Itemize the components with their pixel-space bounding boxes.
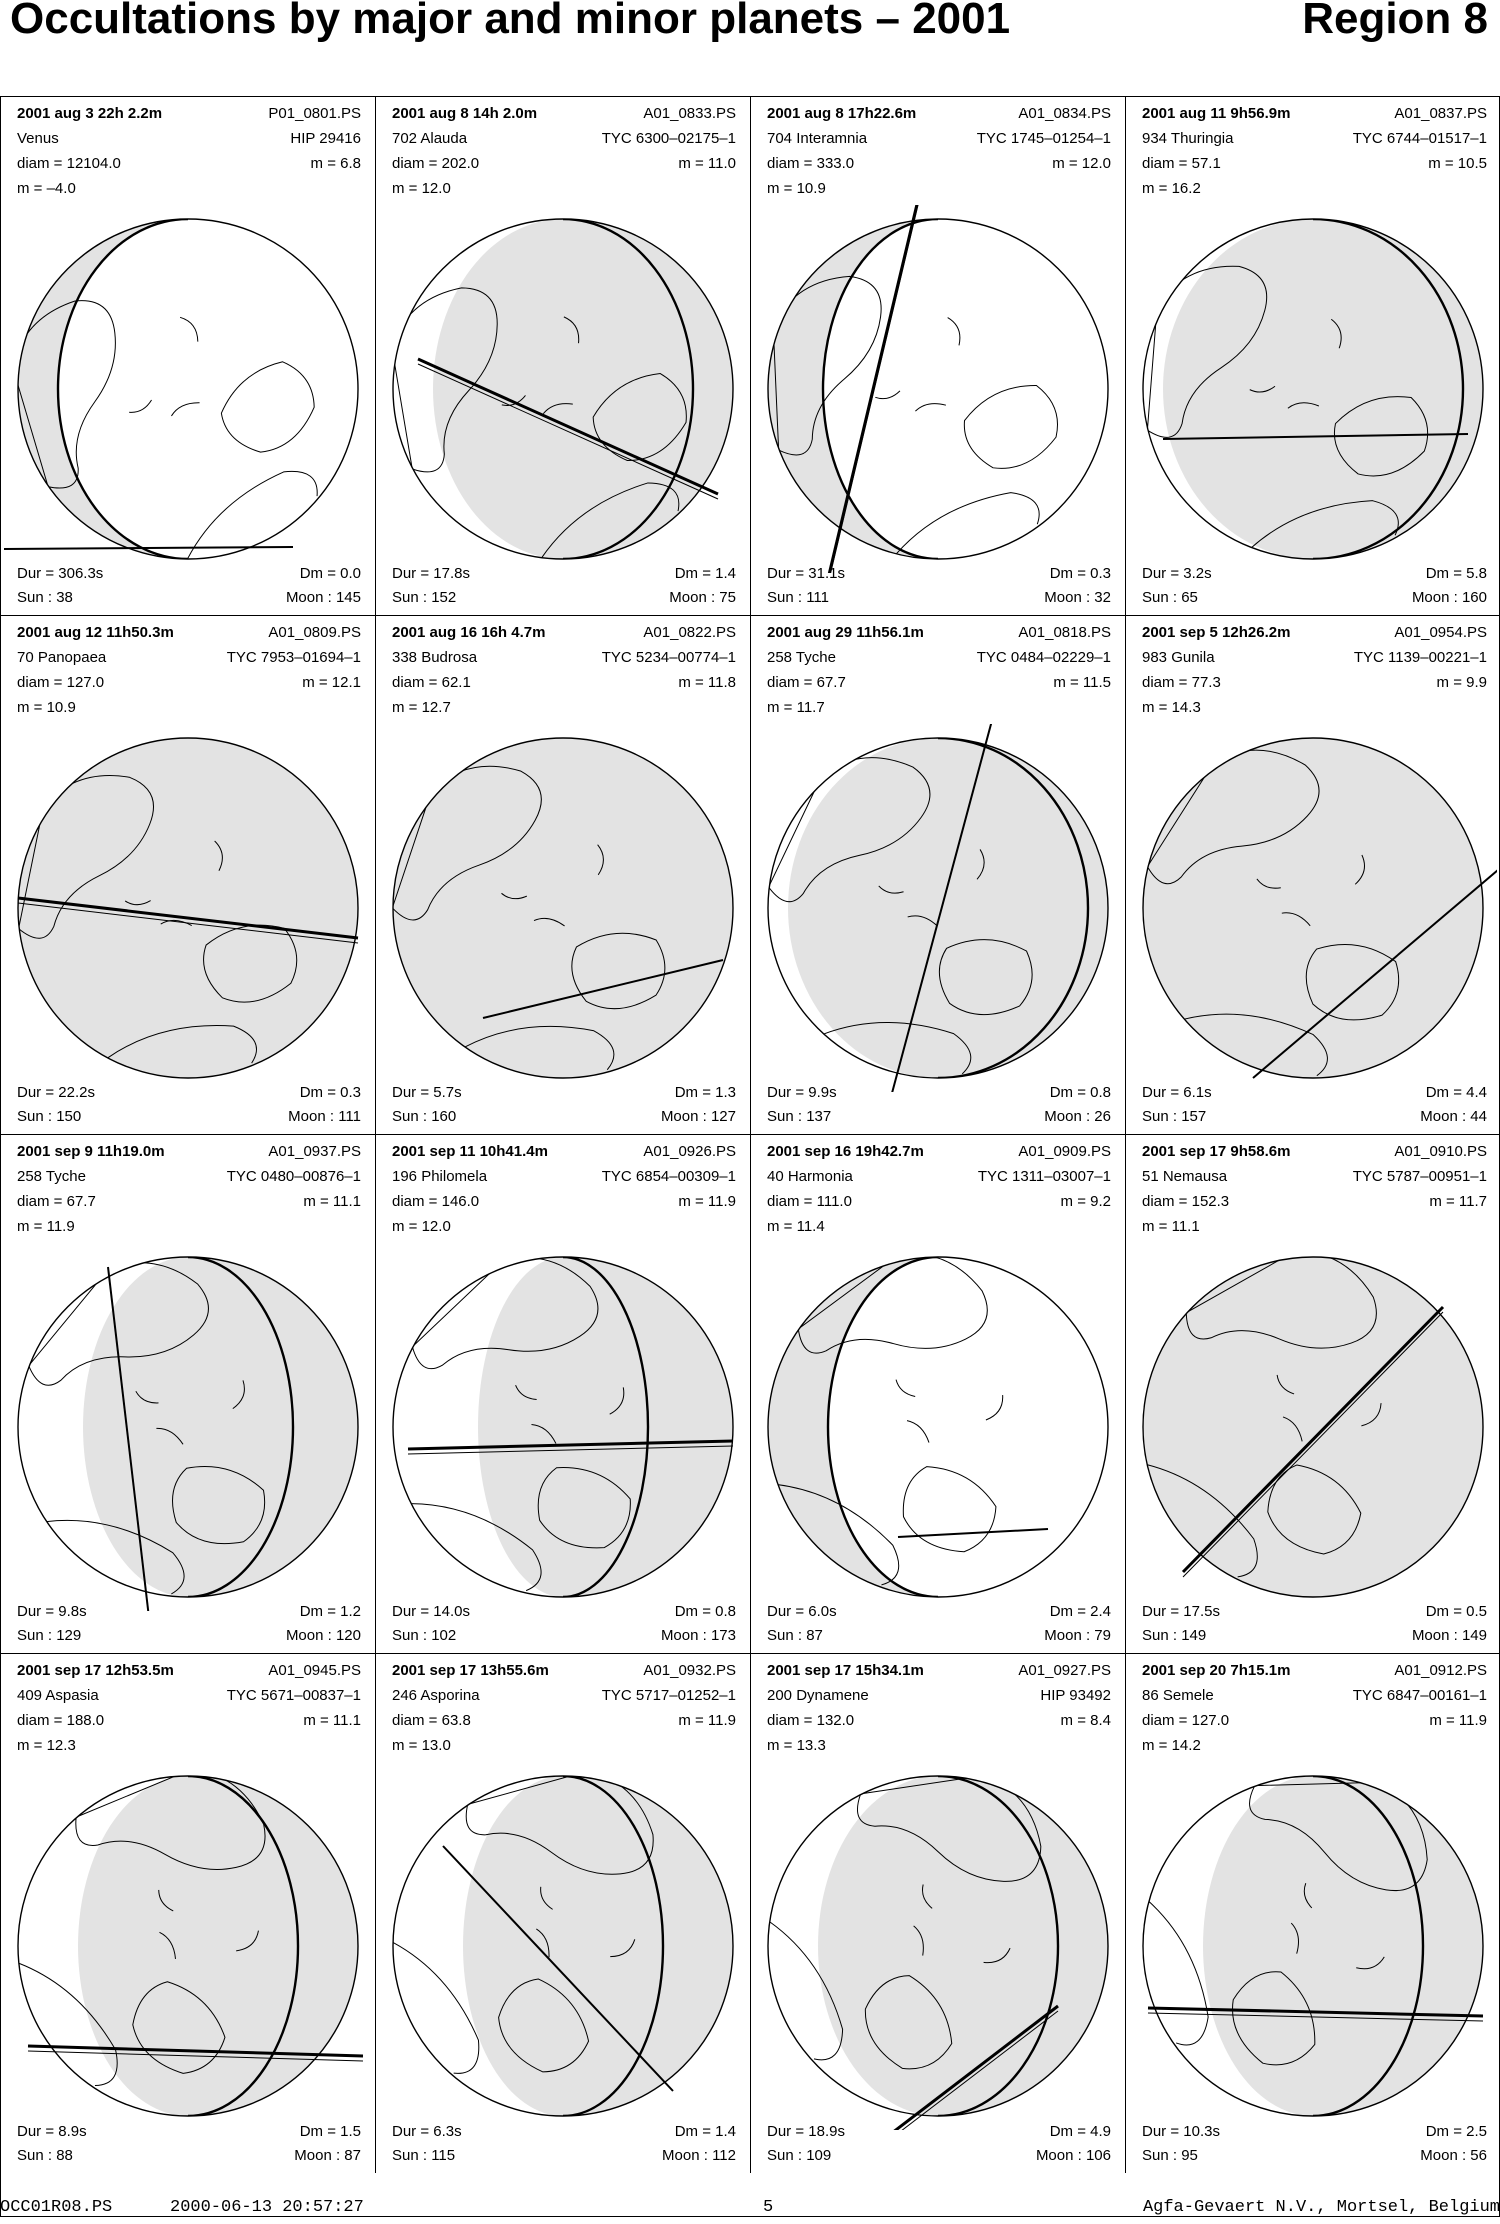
events-grid [0,96,1500,2217]
event-duration: Dur = 14.0s [392,1603,470,1620]
event-diameter: diam = 333.0 [767,155,855,172]
event-sun-elongation: Sun : 109 [767,2147,832,2164]
event-object-magnitude: m = 11.1 [1142,1218,1200,1235]
event-star: TYC 1311–03007–1 [977,1168,1111,1185]
event-star: TYC 5671–00837–1 [226,1687,361,1704]
event-object: 70 Panopaea [17,649,107,666]
event-star-magnitude: m = 12.0 [1052,155,1111,172]
event-object-magnitude: m = 12.7 [392,699,451,716]
event-star: TYC 0480–00876–1 [226,1168,361,1185]
event-magnitude-drop: Dm = 5.8 [1425,565,1487,582]
event-object-magnitude: m = –4.0 [17,180,76,197]
globe-diagram [754,1762,1122,2130]
event-panel [751,97,1126,616]
event-moon-elongation: Moon : 173 [660,1627,736,1644]
event-datetime: 2001 sep 5 12h26.2m [1142,624,1291,641]
event-magnitude-drop: Dm = 1.3 [674,1084,736,1101]
event-object: 704 Interamnia [767,130,868,147]
event-star: TYC 1745–01254–1 [976,130,1111,147]
shadow-area [1203,1776,1483,2116]
event-object-magnitude: m = 11.4 [767,1218,825,1235]
event-star-magnitude: m = 12.1 [302,674,361,691]
event-duration: Dur = 5.7s [392,1084,462,1101]
event-object: 200 Dynamene [767,1687,869,1704]
globe-diagram [754,205,1122,573]
event-star: HIP 93492 [1040,1687,1111,1704]
event-moon-elongation: Moon : 26 [1044,1108,1111,1125]
event-filename: A01_0926.PS [643,1143,736,1160]
event-filename: A01_0945.PS [268,1662,361,1679]
event-object: 983 Gunila [1142,649,1215,666]
globe-diagram [754,724,1122,1092]
region-label: Region 8 [1302,0,1488,43]
page-footer [0,2198,1500,2220]
event-magnitude-drop: Dm = 4.4 [1425,1084,1487,1101]
event-magnitude-drop: Dm = 1.4 [674,565,736,582]
event-sun-elongation: Sun : 150 [17,1108,82,1125]
event-magnitude-drop: Dm = 0.3 [1049,565,1111,582]
event-duration: Dur = 306.3s [17,565,104,582]
event-datetime: 2001 sep 17 15h34.1m [767,1662,924,1679]
event-star-magnitude: m = 11.1 [303,1193,361,1210]
footer-timestamp: 2000-06-13 20:57:27 [170,2198,364,2217]
footer-publisher: Agfa-Gevaert N.V., Mortsel, Belgium [1142,2198,1500,2217]
event-sun-elongation: Sun : 95 [1142,2147,1198,2164]
event-datetime: 2001 sep 17 12h53.5m [17,1662,174,1679]
event-moon-elongation: Moon : 111 [288,1108,361,1125]
event-datetime: 2001 aug 3 22h 2.2m [17,105,163,122]
event-star-magnitude: m = 10.5 [1428,155,1487,172]
event-sun-elongation: Sun : 129 [17,1627,82,1644]
event-diameter: diam = 188.0 [17,1712,105,1729]
event-datetime: 2001 aug 8 17h22.6m [767,105,917,122]
event-filename: A01_0932.PS [643,1662,736,1679]
globe-diagram [4,1762,372,2130]
event-panel [1,616,376,1135]
event-sun-elongation: Sun : 152 [392,589,457,606]
event-sun-elongation: Sun : 88 [17,2147,73,2164]
event-sun-elongation: Sun : 38 [17,589,73,606]
event-sun-elongation: Sun : 115 [392,2147,456,2164]
event-object: 258 Tyche [17,1168,86,1185]
globe-diagram [4,205,372,573]
event-magnitude-drop: Dm = 0.8 [674,1603,736,1620]
globe-diagram [4,1243,372,1611]
event-panel [376,1135,751,1654]
globe-diagram [1129,1762,1497,2130]
event-object-magnitude: m = 13.0 [392,1737,451,1754]
event-diameter: diam = 132.0 [767,1712,855,1729]
event-moon-elongation: Moon : 56 [1420,2147,1487,2164]
event-filename: A01_0910.PS [1394,1143,1487,1160]
event-duration: Dur = 6.1s [1142,1084,1212,1101]
page-title: Occultations by major and minor planets – 2001 [10,0,1011,43]
event-star: TYC 6744–01517–1 [1352,130,1487,147]
globe-diagram [4,724,372,1092]
event-datetime: 2001 sep 17 13h55.6m [392,1662,549,1679]
event-star: TYC 5717–01252–1 [601,1687,736,1704]
event-duration: Dur = 9.9s [767,1084,837,1101]
event-object-magnitude: m = 13.3 [767,1737,826,1754]
shadow-area [768,219,938,559]
event-object: 196 Philomela [392,1168,488,1185]
event-diameter: diam = 202.0 [392,155,480,172]
event-magnitude-drop: Dm = 0.3 [299,1084,361,1101]
event-object-magnitude: m = 11.9 [17,1218,75,1235]
event-object: 702 Alauda [392,130,468,147]
event-star-magnitude: m = 11.0 [678,155,736,172]
event-filename: A01_0818.PS [1018,624,1111,641]
event-diameter: diam = 63.8 [392,1712,471,1729]
event-panel [1,1135,376,1654]
event-filename: A01_0927.PS [1018,1662,1111,1679]
globe-diagram [1129,724,1497,1092]
event-star: TYC 0484–02229–1 [976,649,1111,666]
event-magnitude-drop: Dm = 4.9 [1049,2123,1111,2140]
event-diameter: diam = 111.0 [767,1193,852,1210]
event-diameter: diam = 127.0 [1142,1712,1230,1729]
event-datetime: 2001 aug 8 14h 2.0m [392,105,538,122]
event-star: TYC 7953–01694–1 [226,649,361,666]
event-duration: Dur = 22.2s [17,1084,95,1101]
event-sun-elongation: Sun : 160 [392,1108,457,1125]
event-datetime: 2001 aug 11 9h56.9m [1142,105,1291,122]
event-diameter: diam = 57.1 [1142,155,1221,172]
event-object-magnitude: m = 16.2 [1142,180,1201,197]
event-datetime: 2001 sep 9 11h19.0m [17,1143,165,1160]
event-panel [1,97,376,616]
event-diameter: diam = 12104.0 [17,155,121,172]
event-star-magnitude: m = 11.9 [1429,1712,1487,1729]
event-panel [1126,1135,1500,1654]
event-duration: Dur = 18.9s [767,2123,845,2140]
event-duration: Dur = 8.9s [17,2123,87,2140]
event-magnitude-drop: Dm = 0.0 [299,565,361,582]
footer-page-number: 5 [763,2198,774,2217]
event-object: 246 Asporina [392,1687,480,1704]
event-moon-elongation: Moon : 145 [285,589,361,606]
event-star-magnitude: m = 11.9 [678,1193,736,1210]
shadow-area [478,1257,733,1597]
globe-diagram [379,205,747,573]
event-moon-elongation: Moon : 106 [1035,2147,1111,2164]
event-moon-elongation: Moon : 112 [662,2147,736,2164]
event-panel [376,1654,751,2173]
event-diameter: diam = 62.1 [392,674,471,691]
event-object: 51 Nemausa [1142,1168,1228,1185]
event-object-magnitude: m = 12.0 [392,1218,451,1235]
event-magnitude-drop: Dm = 1.5 [299,2123,361,2140]
event-filename: A01_0809.PS [268,624,361,641]
event-object-magnitude: m = 10.9 [17,699,76,716]
event-magnitude-drop: Dm = 1.2 [299,1603,361,1620]
event-star-magnitude: m = 9.9 [1436,674,1487,691]
event-sun-elongation: Sun : 102 [392,1627,457,1644]
event-object: Venus [17,130,59,147]
event-object: 258 Tyche [767,649,836,666]
event-moon-elongation: Moon : 79 [1044,1627,1111,1644]
event-datetime: 2001 aug 16 16h 4.7m [392,624,546,641]
event-star: TYC 5787–00951–1 [1352,1168,1487,1185]
shadow-area [818,1776,1108,2116]
event-filename: P01_0801.PS [268,105,361,122]
event-star: TYC 6300–02175–1 [601,130,736,147]
event-star-magnitude: m = 11.9 [678,1712,736,1729]
event-duration: Dur = 3.2s [1142,565,1212,582]
event-filename: A01_0833.PS [643,105,736,122]
event-object: 40 Harmonia [767,1168,853,1185]
event-datetime: 2001 aug 12 11h50.3m [17,624,174,641]
event-sun-elongation: Sun : 157 [1142,1108,1207,1125]
event-panel [751,1654,1126,2173]
event-star: TYC 5234–00774–1 [601,649,736,666]
event-object: 338 Budrosa [392,649,478,666]
event-object-magnitude: m = 12.3 [17,1737,76,1754]
event-star-magnitude: m = 9.2 [1060,1193,1111,1210]
event-datetime: 2001 sep 17 9h58.6m [1142,1143,1291,1160]
event-duration: Dur = 17.8s [392,565,470,582]
event-diameter: diam = 67.7 [17,1193,96,1210]
shadow-area [83,1257,358,1597]
event-datetime: 2001 sep 20 7h15.1m [1142,1662,1291,1679]
event-duration: Dur = 6.0s [767,1603,837,1620]
globe-diagram [379,1762,747,2130]
event-filename: A01_0834.PS [1018,105,1111,122]
event-object: 934 Thuringia [1142,130,1234,147]
event-filename: A01_0937.PS [268,1143,361,1160]
globe-diagram [379,1243,747,1611]
event-filename: A01_0837.PS [1394,105,1487,122]
event-duration: Dur = 10.3s [1142,2123,1220,2140]
event-sun-elongation: Sun : 149 [1142,1627,1207,1644]
event-panel [376,616,751,1135]
event-magnitude-drop: Dm = 0.5 [1425,1603,1487,1620]
event-panel [751,1135,1126,1654]
event-panel [376,97,751,616]
event-star-magnitude: m = 6.8 [310,155,361,172]
event-object: 86 Semele [1142,1687,1214,1704]
event-magnitude-drop: Dm = 0.8 [1049,1084,1111,1101]
event-duration: Dur = 6.3s [392,2123,462,2140]
event-datetime: 2001 aug 29 11h56.1m [767,624,924,641]
event-sun-elongation: Sun : 137 [767,1108,832,1125]
event-diameter: diam = 146.0 [392,1193,480,1210]
event-filename: A01_0909.PS [1018,1143,1111,1160]
event-panel [1126,1654,1500,2173]
event-object-magnitude: m = 14.2 [1142,1737,1201,1754]
event-magnitude-drop: Dm = 1.4 [674,2123,736,2140]
event-object-magnitude: m = 14.3 [1142,699,1201,716]
event-panel [1126,616,1500,1135]
event-magnitude-drop: Dm = 2.5 [1425,2123,1487,2140]
globe-diagram [754,1243,1122,1611]
event-object-magnitude: m = 12.0 [392,180,451,197]
footer-file: OCC01R08.PS [0,2198,113,2217]
event-diameter: diam = 77.3 [1142,674,1221,691]
event-diameter: diam = 67.7 [767,674,846,691]
event-panel [751,616,1126,1135]
event-star: TYC 6847–00161–1 [1352,1687,1487,1704]
event-star: TYC 6854–00309–1 [601,1168,736,1185]
event-star-magnitude: m = 11.8 [678,674,736,691]
globe-diagram [1129,1243,1497,1611]
event-star-magnitude: m = 8.4 [1060,1712,1111,1729]
event-moon-elongation: Moon : 75 [669,589,736,606]
event-star-magnitude: m = 11.1 [303,1712,361,1729]
event-datetime: 2001 sep 11 10h41.4m [392,1143,548,1160]
event-sun-elongation: Sun : 87 [767,1627,823,1644]
event-object-magnitude: m = 10.9 [767,180,826,197]
event-magnitude-drop: Dm = 2.4 [1049,1603,1111,1620]
event-moon-elongation: Moon : 160 [1411,589,1487,606]
event-moon-elongation: Moon : 87 [294,2147,361,2164]
event-moon-elongation: Moon : 44 [1420,1108,1487,1125]
event-datetime: 2001 sep 16 19h42.7m [767,1143,924,1160]
event-moon-elongation: Moon : 32 [1044,589,1111,606]
shadow-area [768,1257,938,1597]
shadow-area [78,1776,358,2116]
event-duration: Dur = 17.5s [1142,1603,1220,1620]
event-diameter: diam = 127.0 [17,674,105,691]
event-sun-elongation: Sun : 65 [1142,589,1198,606]
event-moon-elongation: Moon : 127 [660,1108,736,1125]
event-object: 409 Aspasia [17,1687,99,1704]
event-diameter: diam = 152.3 [1142,1193,1230,1210]
event-filename: A01_0822.PS [643,624,736,641]
occultation-track [898,1529,1048,1537]
event-star: HIP 29416 [290,130,361,147]
event-star: TYC 1139–00221–1 [1353,649,1487,666]
globe-diagram [379,724,747,1092]
event-moon-elongation: Moon : 120 [285,1627,361,1644]
event-duration: Dur = 31.1s [767,565,845,582]
event-object-magnitude: m = 11.7 [767,699,825,716]
event-star-magnitude: m = 11.5 [1053,674,1111,691]
shadow-area [463,1776,733,2116]
event-panel [1,1654,376,2173]
event-filename: A01_0912.PS [1394,1662,1487,1679]
shadow-area [433,219,733,559]
event-filename: A01_0954.PS [1394,624,1487,641]
event-moon-elongation: Moon : 149 [1411,1627,1487,1644]
globe-diagram [1129,205,1497,573]
event-panel [1126,97,1500,616]
event-duration: Dur = 9.8s [17,1603,87,1620]
event-sun-elongation: Sun : 111 [767,589,829,606]
event-star-magnitude: m = 11.7 [1429,1193,1487,1210]
